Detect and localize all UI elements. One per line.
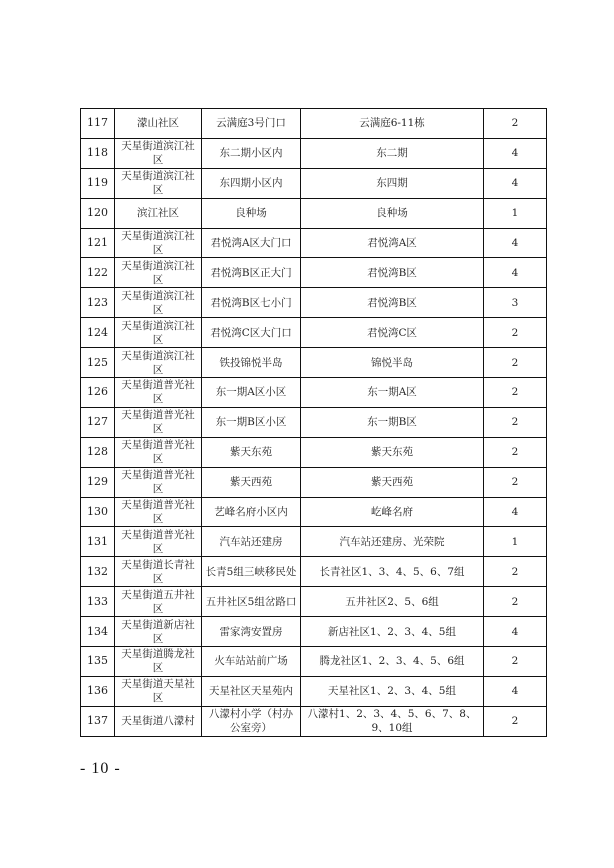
cell-count: 2 <box>484 407 547 437</box>
cell-location: 汽车站还建房 <box>202 527 301 557</box>
cell-location: 东二期小区内 <box>202 138 301 168</box>
cell-location: 铁投锦悦半岛 <box>202 348 301 378</box>
cell-count: 4 <box>484 258 547 288</box>
cell-coverage: 东一期B区 <box>301 407 484 437</box>
table-row <box>81 378 547 408</box>
cell-location: 天星社区天星苑内 <box>202 676 301 706</box>
cell-count: 2 <box>484 348 547 378</box>
cell-count: 2 <box>484 557 547 587</box>
table-row <box>81 467 547 497</box>
cell-no: 127 <box>81 407 115 437</box>
cell-location: 君悦湾A区大门口 <box>202 228 301 258</box>
cell-count: 3 <box>484 288 547 318</box>
cell-count: 4 <box>484 138 547 168</box>
cell-count: 4 <box>484 168 547 198</box>
cell-location: 雷家湾安置房 <box>202 617 301 647</box>
table-row <box>81 109 547 139</box>
cell-no: 133 <box>81 587 115 617</box>
table-row <box>81 647 547 677</box>
cell-count: 2 <box>484 587 547 617</box>
cell-community: 天星街道八濛村 <box>115 706 202 736</box>
table-row <box>81 288 547 318</box>
cell-count: 2 <box>484 437 547 467</box>
table-row <box>81 318 547 348</box>
cell-count: 2 <box>484 647 547 677</box>
cell-community: 天星街道新店社区 <box>115 617 202 647</box>
cell-no: 124 <box>81 318 115 348</box>
cell-community: 天星街道普光社区 <box>115 378 202 408</box>
facility-table <box>80 108 547 737</box>
cell-community: 滨江社区 <box>115 198 202 228</box>
cell-location: 东一期A区小区 <box>202 378 301 408</box>
cell-coverage: 君悦湾A区 <box>301 228 484 258</box>
table-row <box>81 557 547 587</box>
cell-community: 天星街道普光社区 <box>115 407 202 437</box>
cell-count: 2 <box>484 318 547 348</box>
cell-no: 130 <box>81 497 115 527</box>
cell-coverage: 屹峰名府 <box>301 497 484 527</box>
cell-location: 紫天西苑 <box>202 467 301 497</box>
cell-no: 131 <box>81 527 115 557</box>
cell-coverage: 长青社区1、3、4、5、6、7组 <box>301 557 484 587</box>
cell-coverage: 良种场 <box>301 198 484 228</box>
cell-location: 东四期小区内 <box>202 168 301 198</box>
table-row <box>81 168 547 198</box>
cell-community: 天星街道滨江社区 <box>115 258 202 288</box>
cell-no: 123 <box>81 288 115 318</box>
cell-no: 132 <box>81 557 115 587</box>
cell-location: 八濛村小学（村办公室旁） <box>202 706 301 736</box>
cell-community: 天星街道普光社区 <box>115 527 202 557</box>
cell-no: 121 <box>81 228 115 258</box>
cell-community: 天星街道滨江社区 <box>115 168 202 198</box>
cell-no: 134 <box>81 617 115 647</box>
table-row <box>81 138 547 168</box>
cell-coverage: 汽车站还建房、光荣院 <box>301 527 484 557</box>
cell-community: 天星街道滨江社区 <box>115 318 202 348</box>
table-row <box>81 258 547 288</box>
cell-location: 君悦湾B区七小门 <box>202 288 301 318</box>
cell-count: 1 <box>484 198 547 228</box>
cell-count: 2 <box>484 467 547 497</box>
cell-coverage: 锦悦半岛 <box>301 348 484 378</box>
cell-no: 119 <box>81 168 115 198</box>
cell-coverage: 天星社区1、2、3、4、5组 <box>301 676 484 706</box>
cell-no: 126 <box>81 378 115 408</box>
cell-location: 紫天东苑 <box>202 437 301 467</box>
cell-community: 天星街道滨江社区 <box>115 228 202 258</box>
table-row <box>81 527 547 557</box>
cell-no: 125 <box>81 348 115 378</box>
cell-no: 136 <box>81 676 115 706</box>
cell-community: 天星街道滨江社区 <box>115 288 202 318</box>
cell-no: 122 <box>81 258 115 288</box>
cell-coverage: 紫天东苑 <box>301 437 484 467</box>
cell-count: 4 <box>484 497 547 527</box>
cell-count: 2 <box>484 378 547 408</box>
table-row <box>81 348 547 378</box>
cell-no: 137 <box>81 706 115 736</box>
cell-coverage: 云满庭6-11栋 <box>301 109 484 139</box>
cell-community: 天星街道普光社区 <box>115 437 202 467</box>
table-row <box>81 198 547 228</box>
cell-count: 2 <box>484 109 547 139</box>
cell-location: 君悦湾C区大门口 <box>202 318 301 348</box>
cell-no: 129 <box>81 467 115 497</box>
cell-no: 118 <box>81 138 115 168</box>
cell-coverage: 君悦湾C区 <box>301 318 484 348</box>
cell-community: 天星街道滨江社区 <box>115 138 202 168</box>
table-row <box>81 228 547 258</box>
cell-community: 天星街道腾龙社区 <box>115 647 202 677</box>
cell-community: 天星街道滨江社区 <box>115 348 202 378</box>
cell-coverage: 东四期 <box>301 168 484 198</box>
cell-count: 4 <box>484 617 547 647</box>
cell-location: 良种场 <box>202 198 301 228</box>
cell-community: 天星街道长青社区 <box>115 557 202 587</box>
cell-location: 火车站站前广场 <box>202 647 301 677</box>
table-row <box>81 437 547 467</box>
cell-community: 天星街道普光社区 <box>115 467 202 497</box>
table-row <box>81 407 547 437</box>
cell-count: 1 <box>484 527 547 557</box>
cell-count: 4 <box>484 676 547 706</box>
table-row <box>81 676 547 706</box>
cell-no: 117 <box>81 109 115 139</box>
cell-coverage: 腾龙社区1、2、3、4、5、6组 <box>301 647 484 677</box>
cell-location: 五井社区5组岔路口 <box>202 587 301 617</box>
cell-coverage: 八濛村1、2、3、4、5、6、7、8、9、10组 <box>301 706 484 736</box>
cell-no: 128 <box>81 437 115 467</box>
cell-coverage: 君悦湾B区 <box>301 258 484 288</box>
table-row <box>81 706 547 736</box>
cell-community: 天星街道五井社区 <box>115 587 202 617</box>
cell-coverage: 东二期 <box>301 138 484 168</box>
cell-location: 东一期B区小区 <box>202 407 301 437</box>
table-row <box>81 497 547 527</box>
cell-no: 135 <box>81 647 115 677</box>
table-row <box>81 587 547 617</box>
cell-coverage: 君悦湾B区 <box>301 288 484 318</box>
cell-coverage: 新店社区1、2、3、4、5组 <box>301 617 484 647</box>
cell-coverage: 紫天西苑 <box>301 467 484 497</box>
cell-community: 濛山社区 <box>115 109 202 139</box>
cell-location: 长青5组三峡移民处 <box>202 557 301 587</box>
cell-coverage: 东一期A区 <box>301 378 484 408</box>
cell-community: 天星街道天星社区 <box>115 676 202 706</box>
cell-location: 艺峰名府小区内 <box>202 497 301 527</box>
cell-no: 120 <box>81 198 115 228</box>
cell-count: 2 <box>484 706 547 736</box>
cell-coverage: 五井社区2、5、6组 <box>301 587 484 617</box>
cell-location: 君悦湾B区正大门 <box>202 258 301 288</box>
cell-count: 4 <box>484 228 547 258</box>
table-row <box>81 617 547 647</box>
cell-location: 云满庭3号门口 <box>202 109 301 139</box>
page-number: - 10 - <box>80 760 121 777</box>
cell-community: 天星街道普光社区 <box>115 497 202 527</box>
